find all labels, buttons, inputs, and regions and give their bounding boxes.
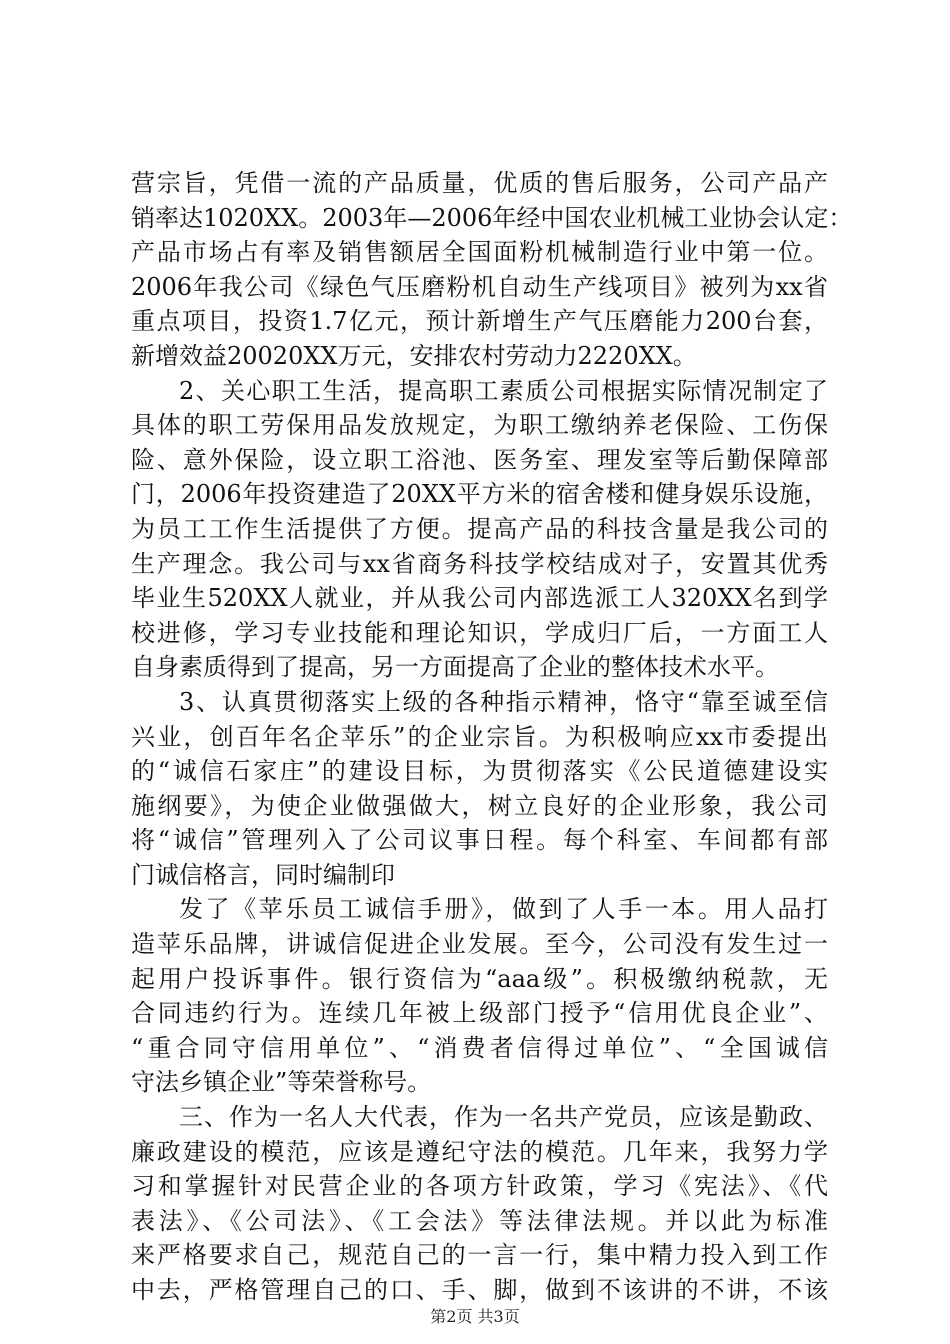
- paragraph-line: 销率达1020XX。2003年—2006年经中国农业机械工业协会认定：: [131, 203, 853, 232]
- paragraph-line: 廉政建设的模范，应该是遵纪守法的模范。几年来，我努力学: [131, 1137, 828, 1166]
- paragraph-line: 生产理念。我公司与xx省商务科技学校结成对子，安置其优秀: [131, 549, 828, 578]
- paragraph-line: 表法》、《公司法》、《工会法》等法律法规。并以此为标准: [131, 1206, 828, 1235]
- paragraph-line: 2、关心职工生活，提高职工素质公司根据实际情况制定了: [179, 376, 828, 405]
- paragraph-line: 中去，严格管理自己的口、手、脚，做到不该讲的不讲，不该: [131, 1276, 828, 1304]
- paragraph-line: 兴业，创百年名企苹乐”的企业宗旨。为积极响应xx市委提出: [131, 722, 828, 751]
- paragraph-line: 合同违约行为。连续几年被上级部门授予“信用优良企业”、: [131, 999, 828, 1028]
- paragraph-line: 自身素质得到了提高，另一方面提高了企业的整体技术水平。: [131, 653, 779, 682]
- page-number-footer: 第2页 共3页: [430, 1307, 520, 1326]
- paragraph-line: 新增效益20020XX万元，安排农村劳动力2220XX。: [131, 341, 697, 370]
- paragraph-line: 2006年我公司《绿色气压磨粉机自动生产线项目》被列为xx省: [131, 272, 828, 301]
- paragraph-line: 校进修，学习专业技能和理论知识，学成归厂后，一方面工人: [131, 618, 828, 647]
- paragraph-line: 将“诚信”管理列入了公司议事日程。每个科室、车间都有部: [131, 826, 828, 855]
- paragraph-line: “重合同守信用单位”、“消费者信得过单位”、“全国诚信: [131, 1033, 828, 1062]
- paragraph-line: 守法乡镇企业”等荣誉称号。: [131, 1068, 432, 1097]
- paragraph-line: 发了《苹乐员工诚信手册》，做到了人手一本。用人品打: [179, 895, 828, 924]
- paragraph-line: 来严格要求自己，规范自己的一言一行，集中精力投入到工作: [131, 1241, 828, 1270]
- paragraph-line: 起用户投诉事件。银行资信为“aaa级”。积极缴纳税款，无: [131, 964, 828, 993]
- paragraph-line: 习和掌握针对民营企业的各项方针政策，学习《宪法》、《代: [131, 1172, 828, 1201]
- paragraph-line: 门诚信格言，同时编制印: [131, 860, 395, 889]
- paragraph-line: 险、意外保险，设立职工浴池、医务室、理发室等后勤保障部: [131, 445, 828, 474]
- paragraph-line: 施纲要》，为使企业做强做大，树立良好的企业形象，我公司: [131, 791, 828, 820]
- paragraph-line: 营宗旨，凭借一流的产品质量，优质的售后服务，公司产品产: [131, 169, 828, 197]
- document-body: [131, 166, 853, 1308]
- paragraph-line: 毕业生520XX人就业，并从我公司内部选派工人320XX名到学: [131, 584, 828, 613]
- paragraph-line: 的“诚信石家庄”的建设目标，为贯彻落实《公民道德建设实: [131, 757, 828, 786]
- paragraph-line: 三、作为一名人大代表，作为一名共产党员，应该是勤政、: [179, 1103, 828, 1132]
- paragraph-line: 为员工工作生活提供了方便。提高产品的科技含量是我公司的: [131, 514, 828, 543]
- paragraph-line: 3、认真贯彻落实上级的各种指示精神，恪守“靠至诚至信: [179, 687, 828, 716]
- paragraph-line: 具体的职工劳保用品发放规定，为职工缴纳养老保险、工伤保: [131, 411, 828, 440]
- paragraph-line: 门，2006年投资建造了20XX平方米的宿舍楼和健身娱乐设施，: [131, 480, 828, 509]
- paragraph-line: 产品市场占有率及销售额居全国面粉机械制造行业中第一位。: [131, 238, 828, 267]
- paragraph-line: 重点项目，投资1.7亿元，预计新增生产气压磨能力200台套，: [131, 307, 828, 336]
- paragraph-line: 造苹乐品牌，讲诚信促进企业发展。至今，公司没有发生过一: [131, 930, 828, 959]
